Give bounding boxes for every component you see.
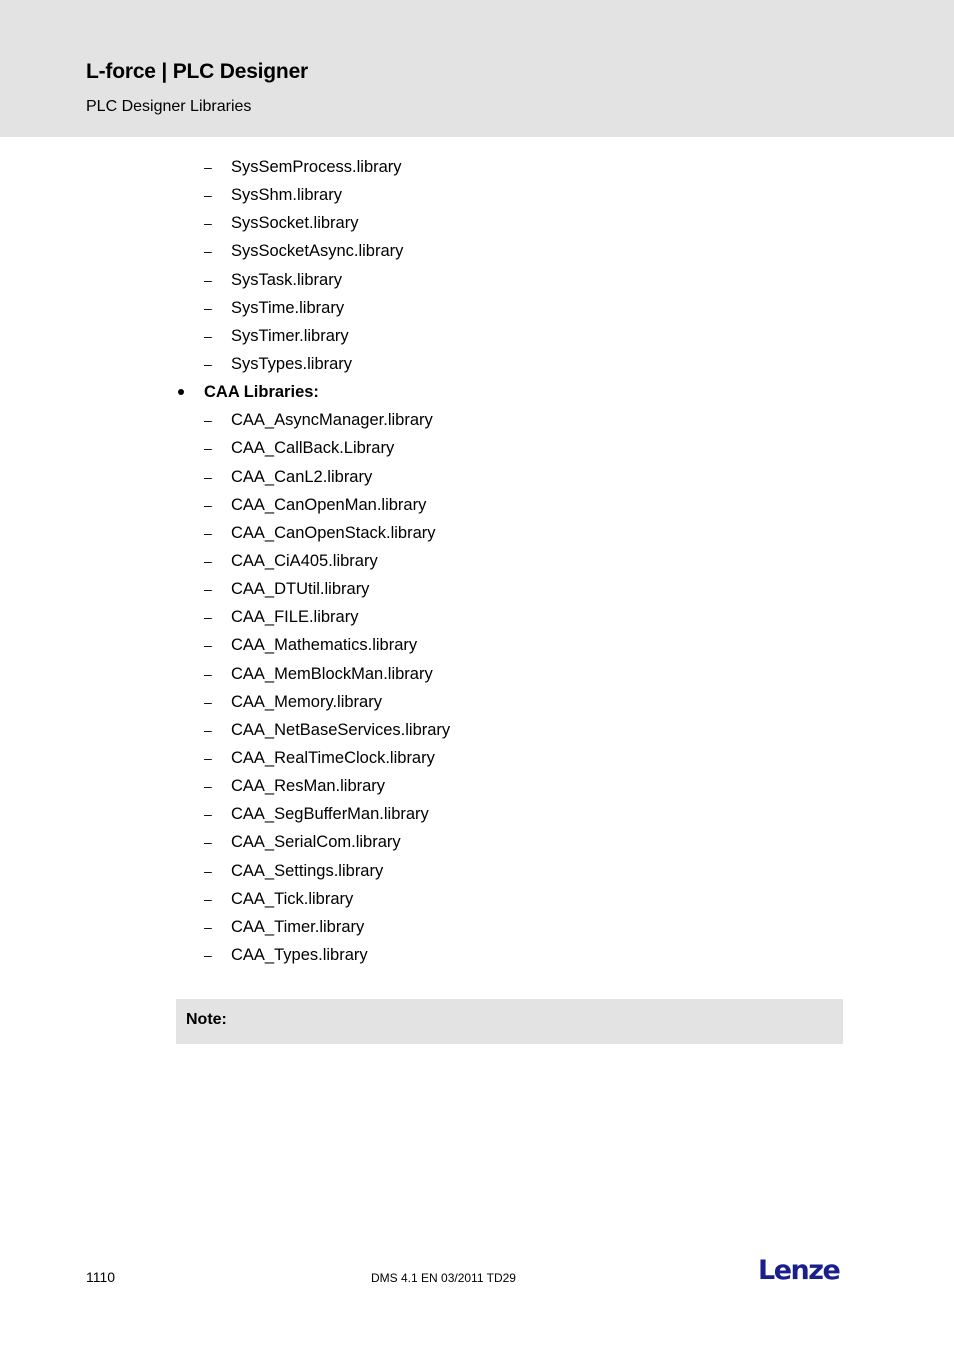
dash-icon: – xyxy=(204,159,212,175)
library-list-item xyxy=(0,322,954,350)
dash-icon: – xyxy=(204,778,212,795)
bullet-item-label: CAA Libraries: xyxy=(204,383,319,402)
document-title: L-force | PLC Designer xyxy=(86,60,309,83)
library-list-item xyxy=(0,857,954,885)
library-name: CAA_FILE.library xyxy=(231,608,359,627)
library-list-item xyxy=(0,772,954,800)
lenze-logo: Lenze xyxy=(758,1255,840,1286)
library-list-item xyxy=(0,885,954,913)
dash-icon: – xyxy=(204,918,212,935)
library-name: CAA_NetBaseServices.library xyxy=(231,720,451,739)
dash-icon: – xyxy=(204,721,212,738)
library-name: CAA_CanOpenStack.library xyxy=(231,523,436,542)
library-list-item xyxy=(0,603,954,631)
library-name: SysSemProcess.library xyxy=(231,158,402,176)
dash-icon: – xyxy=(204,355,212,372)
library-name: SysSocketAsync.library xyxy=(231,242,404,261)
library-list-item xyxy=(0,237,954,265)
library-name: CAA_CanL2.library xyxy=(231,467,373,486)
library-name: SysTime.library xyxy=(231,298,345,317)
dash-icon: – xyxy=(204,440,212,457)
library-list-item xyxy=(0,913,954,941)
library-name: CAA_Tick.library xyxy=(231,889,354,908)
page-header xyxy=(0,0,954,137)
library-list-item xyxy=(0,631,954,659)
dash-icon: – xyxy=(204,243,212,260)
section-subtitle: PLC Designer Libraries xyxy=(86,98,252,115)
library-list-item xyxy=(0,547,954,575)
library-name: CAA_SegBufferMan.library xyxy=(231,805,429,824)
dash-icon: – xyxy=(204,637,212,654)
library-list-item xyxy=(0,266,954,294)
library-list-item xyxy=(0,209,954,237)
library-list-item xyxy=(0,716,954,744)
dash-icon: – xyxy=(204,187,212,204)
dash-icon: – xyxy=(204,581,212,598)
dash-icon: – xyxy=(204,468,212,485)
dash-icon: – xyxy=(204,271,212,288)
library-list-item xyxy=(0,828,954,856)
library-name: CAA_AsyncManager.library xyxy=(231,411,433,430)
library-name: CAA_SerialCom.library xyxy=(231,833,401,852)
document-id: DMS 4.1 EN 03/2011 TD29 xyxy=(371,1271,516,1285)
library-list-item xyxy=(0,519,954,547)
dash-icon: – xyxy=(204,327,212,344)
library-list-item xyxy=(0,688,954,716)
library-name: SysSocket.library xyxy=(231,214,359,233)
library-list-item xyxy=(0,181,954,209)
library-name: CAA_DTUtil.library xyxy=(231,580,370,599)
library-name: SysShm.library xyxy=(231,186,342,205)
dash-icon: – xyxy=(204,412,212,429)
bullet-icon xyxy=(178,389,184,395)
library-name: CAA_Types.library xyxy=(231,945,368,964)
library-list-item xyxy=(0,941,954,969)
library-name: SysTypes.library xyxy=(231,354,353,373)
library-name: CAA_CanOpenMan.library xyxy=(231,495,427,514)
library-list-item xyxy=(0,153,954,181)
dash-icon: – xyxy=(204,806,212,823)
dash-icon: – xyxy=(204,215,212,232)
library-name: CAA_CallBack.Library xyxy=(231,439,395,458)
library-list-item xyxy=(0,575,954,603)
bullet-item xyxy=(0,378,954,406)
dash-icon: – xyxy=(204,890,212,907)
library-list-item xyxy=(0,294,954,322)
library-list-item xyxy=(0,463,954,491)
library-list-item xyxy=(0,434,954,462)
library-name: CAA_Memory.library xyxy=(231,692,382,711)
dash-icon: – xyxy=(204,299,212,316)
library-name: CAA_Mathematics.library xyxy=(231,636,418,655)
dash-icon: – xyxy=(204,749,212,766)
library-name: CAA_Timer.library xyxy=(231,917,365,936)
library-name: CAA_ResMan.library xyxy=(231,777,386,796)
library-list xyxy=(0,153,954,969)
library-list-item xyxy=(0,350,954,378)
library-name: SysTimer.library xyxy=(231,326,349,345)
library-list-item xyxy=(0,660,954,688)
dash-icon: – xyxy=(204,524,212,541)
page-number: 1110 xyxy=(86,1269,116,1285)
dash-icon: – xyxy=(204,946,212,963)
dash-icon: – xyxy=(204,862,212,879)
library-name: CAA_CiA405.library xyxy=(231,551,378,570)
library-list-item xyxy=(0,406,954,434)
library-list-item xyxy=(0,491,954,519)
dash-icon: – xyxy=(204,609,212,626)
dash-icon: – xyxy=(204,552,212,569)
dash-icon: – xyxy=(204,834,212,851)
library-list-item xyxy=(0,744,954,772)
library-name: CAA_RealTimeClock.library xyxy=(231,748,435,767)
library-name: SysTask.library xyxy=(231,270,342,289)
dash-icon: – xyxy=(204,665,212,682)
library-list-item xyxy=(0,800,954,828)
note-label: Note: xyxy=(186,1011,227,1028)
dash-icon: – xyxy=(204,496,212,513)
library-name: CAA_MemBlockMan.library xyxy=(231,664,433,683)
note-box xyxy=(176,999,843,1044)
library-name: CAA_Settings.library xyxy=(231,861,384,880)
dash-icon: – xyxy=(204,693,212,710)
